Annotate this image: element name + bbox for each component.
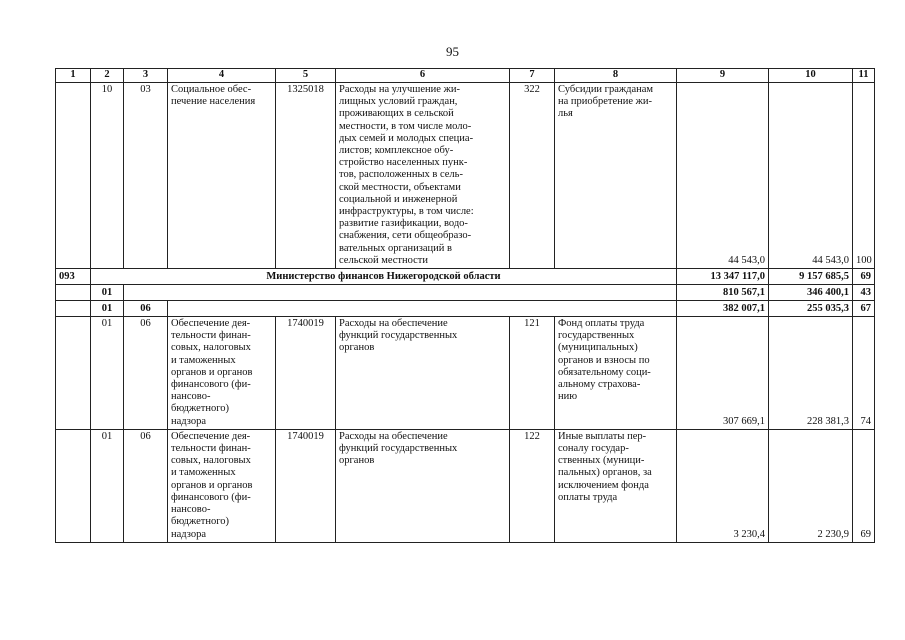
cell-expense-name: Субсидии гражданам на приобретение жи- лья <box>555 83 677 269</box>
cell-target-name: Расходы на обеспечение функций государственных органов <box>336 317 510 430</box>
cell-actual: 228 381,3 <box>769 317 853 430</box>
section-0106-subcode: 06 <box>124 301 168 317</box>
page-number: 95 <box>446 44 459 59</box>
cell-target-name: Расходы на улучшение жи- лищных условий граждан, проживающих в сельской местности, в том числе моло- дых семей и молодых специа- листов; комплексное обу- стройство населенных пунк- тов, расположенных в сель- ской местности, объектами социальной и инженерной инфраструктуры, в том числе: развитие газификации, водо- снабжения, сети общеобразо- вательных организаций в сельской местности <box>336 83 510 269</box>
table-row <box>56 429 875 542</box>
cell-subsection: 06 <box>124 317 168 430</box>
ministry-actual: 9 157 685,5 <box>769 269 853 285</box>
header-row <box>56 69 875 83</box>
table-row <box>56 317 875 430</box>
cell-section-name: Обеспечение дея- тельности финан- совых, налоговых и таможенных органов и органов финансового (фи- нансово- бюджетного) надзора <box>168 317 276 430</box>
section-0106-percent: 67 <box>853 301 875 317</box>
section-01-percent: 43 <box>853 285 875 301</box>
cell-target-code: 1740019 <box>276 429 336 542</box>
cell-target-code: 1325018 <box>276 83 336 269</box>
table-row <box>56 83 875 269</box>
cell-percent: 69 <box>853 429 875 542</box>
cell-plan: 3 230,4 <box>677 429 769 542</box>
cell-plan: 44 543,0 <box>677 83 769 269</box>
col-header-3: 3 <box>124 69 168 83</box>
col-header-10: 10 <box>769 69 853 83</box>
section-0106-row <box>56 301 875 317</box>
section-01-plan: 810 567,1 <box>677 285 769 301</box>
cell-target-name: Расходы на обеспечение функций государственных органов <box>336 429 510 542</box>
budget-table <box>55 68 875 543</box>
col-header-2: 2 <box>91 69 124 83</box>
cell-plan: 307 669,1 <box>677 317 769 430</box>
section-0106-code: 01 <box>91 301 124 317</box>
cell-expense-code: 322 <box>510 83 555 269</box>
cell-percent: 74 <box>853 317 875 430</box>
cell-c1 <box>56 83 91 269</box>
section-01-code: 01 <box>91 285 124 301</box>
col-header-9: 9 <box>677 69 769 83</box>
section-01-actual: 346 400,1 <box>769 285 853 301</box>
cell-subsection: 06 <box>124 429 168 542</box>
cell-expense-code: 122 <box>510 429 555 542</box>
cell-target-code: 1740019 <box>276 317 336 430</box>
col-header-11: 11 <box>853 69 875 83</box>
ministry-percent: 69 <box>853 269 875 285</box>
cell-section: 01 <box>91 317 124 430</box>
cell-section-name: Социальное обес- печение населения <box>168 83 276 269</box>
col-header-1: 1 <box>56 69 91 83</box>
cell-expense-name: Иные выплаты пер- соналу государ- ственных (муници- пальных) органов, за исключением фонда оплаты труда <box>555 429 677 542</box>
section-0106-actual: 255 035,3 <box>769 301 853 317</box>
ministry-code: 093 <box>56 269 91 285</box>
cell-subsection: 03 <box>124 83 168 269</box>
cell-actual: 44 543,0 <box>769 83 853 269</box>
col-header-7: 7 <box>510 69 555 83</box>
col-header-5: 5 <box>276 69 336 83</box>
ministry-row <box>56 269 875 285</box>
ministry-title: Министерство финансов Нижегородской области <box>91 269 677 285</box>
cell-actual: 2 230,9 <box>769 429 853 542</box>
cell-expense-name: Фонд оплаты труда государственных (муниципальных) органов и взносы по обязательному соци- альному страхова- нию <box>555 317 677 430</box>
cell-section-name: Обеспечение дея- тельности финан- совых, налоговых и таможенных органов и органов финансового (фи- нансово- бюджетного) надзора <box>168 429 276 542</box>
col-header-6: 6 <box>336 69 510 83</box>
col-header-4: 4 <box>168 69 276 83</box>
ministry-plan: 13 347 117,0 <box>677 269 769 285</box>
cell-section: 10 <box>91 83 124 269</box>
col-header-8: 8 <box>555 69 677 83</box>
cell-expense-code: 121 <box>510 317 555 430</box>
section-01-row <box>56 285 875 301</box>
section-0106-plan: 382 007,1 <box>677 301 769 317</box>
cell-section: 01 <box>91 429 124 542</box>
cell-percent: 100 <box>853 83 875 269</box>
